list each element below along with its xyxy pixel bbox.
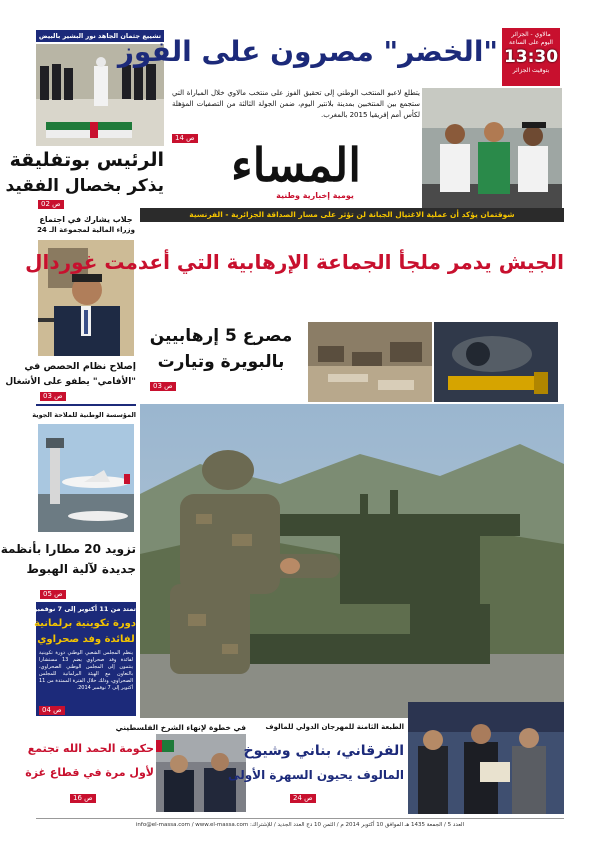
masthead-subtitle: يومية إخبارية وطنية <box>276 191 354 200</box>
weapons-photo-1-illustration <box>308 322 432 402</box>
palestine-page-tag: ص 16 <box>70 794 96 803</box>
malouf-headline-1: الفرقاني، بناني وشيوخ <box>243 743 404 759</box>
players-photo-illustration <box>422 88 562 208</box>
match-when: اليوم على الساعة <box>509 39 553 46</box>
malouf-photo-illustration <box>408 702 564 814</box>
weapons-photo-1 <box>308 322 432 402</box>
training-headline-1: دورة تكوينية برلمانية <box>34 618 136 629</box>
malouf-photo <box>408 702 564 814</box>
minister-caption-2: وزراء المالية لمجموعة الـ 24 <box>37 226 135 234</box>
palestine-kicker: في خطوة لإنهاء الشرخ الفلسطيني <box>115 723 246 732</box>
main-headline: الجيش يدمر ملجأ الجماعة الإرهابية التي أعدمت غوردال <box>25 250 564 274</box>
airports-headline-2: جديدة لآلية الهبوط <box>26 562 136 576</box>
airports-page-tag: ص 05 <box>40 590 66 599</box>
weapons-photo-2-illustration <box>434 322 558 402</box>
match-lead: يتطلع لاعبو المنتخب الوطني إلى تحقيق الفوز على منتخب مالاوي خلال المباراة التي ستجمع بين المنتخبين بمدينة بلانتير اليوم، ضمن الجولة الثالثة من التصفيات المؤهلة لكأس أمم إفريقيا 2015 بالمغرب. <box>172 89 420 119</box>
main-top-headline: "الخضر" مصرون على الفوز <box>117 35 498 68</box>
malouf-headline-2: المالوف يحيون السهرة الأولى <box>228 768 404 782</box>
players-photo <box>422 88 562 208</box>
training-body: ينظم المجلس الشعبي الوطني دورة تكوينية لفائدة وفد صحراوي يضم 13 مستشارا ينتمون إلى المجلس الوطني الصحراوي، بالتعاون مع الهيئة البرلمانية للمجلس الصحراوي، وذلك خلال الفترة الممتدة من 11 أكتوبر إلى 7 نوفمبر 2014. <box>39 650 133 691</box>
soldier-photo-illustration <box>140 404 564 718</box>
page-tag: ص 02 <box>38 200 64 209</box>
training-headline-2: لفائدة وفد صحراوي <box>37 634 135 645</box>
match-timezone: بتوقيت الجزائر <box>512 67 550 74</box>
malouf-page-tag: ص 24 <box>290 794 316 803</box>
match-page-tag: ص 14 <box>172 134 198 143</box>
funeral-caption: تشييع جثمان الجاهد نور البشير بالبيض <box>36 30 164 42</box>
quota-page-tag: ص 03 <box>40 392 66 401</box>
airports-org: المؤسسة الوطنية للملاحة الجوية <box>32 411 136 419</box>
training-box <box>33 602 136 716</box>
quota-headline-1: إصلاح نظام الحصص في <box>24 361 136 372</box>
minister-caption-1: جلاب يشارك في اجتماع <box>39 215 133 224</box>
news-ticker: شوقتمان يؤكد أن عملية الاغتيال الجبانة لن تؤثر على مسار الصداقة الجزائرية - الفرنسية <box>140 208 564 222</box>
soldier-photo <box>140 404 564 718</box>
training-page-tag: ص 04 <box>39 706 65 715</box>
palestine-headline-1: حكومة الحمد الله تجتمع <box>27 742 154 755</box>
top-left-headline-2: يذكر بخصال الفقيد <box>5 176 164 196</box>
quota-headline-2: "الأفامي" يطفو على الأشغال <box>5 377 136 387</box>
match-time: 13:30 <box>503 47 559 67</box>
top-left-headline-1: الرئيس بوتفليقة <box>9 149 164 171</box>
airports-headline-1: تزويد 20 مطارا بأنظمة <box>0 542 136 556</box>
sub-headline-1: مصرع 5 إرهابيين <box>149 326 293 346</box>
sub-headline-2: بالبويرة وتيارت <box>157 352 285 372</box>
main-page-tag: ص 03 <box>150 382 176 391</box>
match-teams: مالاوي - الجزائر <box>511 31 551 38</box>
divider <box>36 404 136 406</box>
footer-line: العدد 5 / الجمعة 1435 هـ الموافق 10 أكتوبر 2014 م / الثمن 10 دج العدد الجديد / للإشتراك: info@el-massa.com / www.el-massa.com <box>36 818 564 830</box>
airport-photo <box>38 424 134 532</box>
palestine-headline-2: لأول مرة في قطاع غزة <box>25 766 154 779</box>
time-box <box>502 28 560 86</box>
weapons-photo-2 <box>434 322 558 402</box>
airport-photo-illustration <box>38 424 134 532</box>
training-date: تمتد من 11 أكتوبر إلى 7 نوفمبر <box>33 605 136 613</box>
malouf-kicker: الطبعة الثامنة للمهرجان الدولي للمالوف <box>265 723 404 731</box>
masthead-title: المساء <box>230 138 362 192</box>
